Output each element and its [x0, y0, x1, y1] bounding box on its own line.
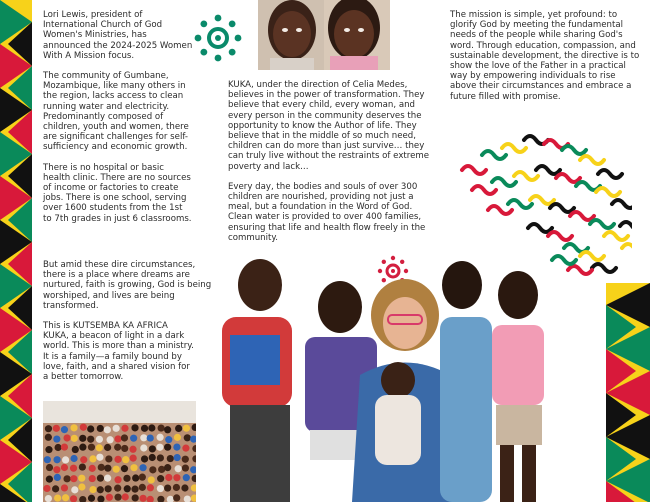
photo-crowd-of-children	[43, 401, 196, 502]
sun-ornament-icon	[190, 10, 246, 70]
paragraph-community: The community of Gumbane, Mozambique, like many others in the region, lacks access to clean running water and electricity. Predominantly composed of children, youth and women, there are significant challenges for self-sufficiency and economic growth.	[43, 71, 189, 153]
paragraph-dreams: But amid these dire circumstances, there is a place where dreams are nurtured, faith is growing, God is being worshiped, and lives are being transformed.	[43, 260, 212, 311]
photo-two-children	[258, 0, 390, 70]
africa-map-icon	[452, 130, 632, 294]
paragraph-kutsemba: This is KUTSEMBA KA AFRICA KUKA, a beacon of light in a dark world. This is more than a ministry. It is a family—a family bound by love, faith, and a shared vision for a better tomorrow.	[43, 321, 194, 383]
right-column-text	[450, 10, 640, 112]
paragraph-every-day: Every day, the bodies and souls of over 300 children are nourished, providing not just a meal, but a foundation in the Word of God. Clean water is provided to over 400 families, ensuring that life and health flow freely in the community.	[228, 181, 426, 243]
paragraph-kuka-direction: KUKA, under the direction of Celia Medes, believes in the power of transformation. They believe that every child, every woman, and every person in the community deserves the opportunity to know the Author of life. They believe that in the middle of so much need, children can do more than just survive… they can truly live without the restraints of extreme poverty and lack…	[228, 80, 430, 172]
left-column-text	[43, 10, 193, 234]
middle-column-text	[228, 80, 436, 253]
left-column-text-lower	[43, 260, 213, 392]
paragraph-mission: The mission is simple, yet profound: to glorify God by meeting the fundamental needs of the people while sharing God's word. Through education, compassion, and sustainable development, the directive is to show the love of the Father in a practical way by empowering individuals to rise above their circumstances and embrace a future filled with promise.	[450, 10, 640, 102]
paragraph-announcement: Lori Lewis, president of International Church of God Women's Ministries, has announced the 2024-2025 Women With A Mission focus.	[43, 10, 193, 61]
left-african-pattern-strip	[0, 0, 32, 502]
right-african-pattern-strip	[606, 283, 650, 502]
paragraph-no-hospital: There is no hospital or basic health clinic. There are no sources of income or factories to create jobs. There is one school, serving over 1600 students from the 1st to 7th grades in just 6 classrooms.	[43, 162, 192, 224]
